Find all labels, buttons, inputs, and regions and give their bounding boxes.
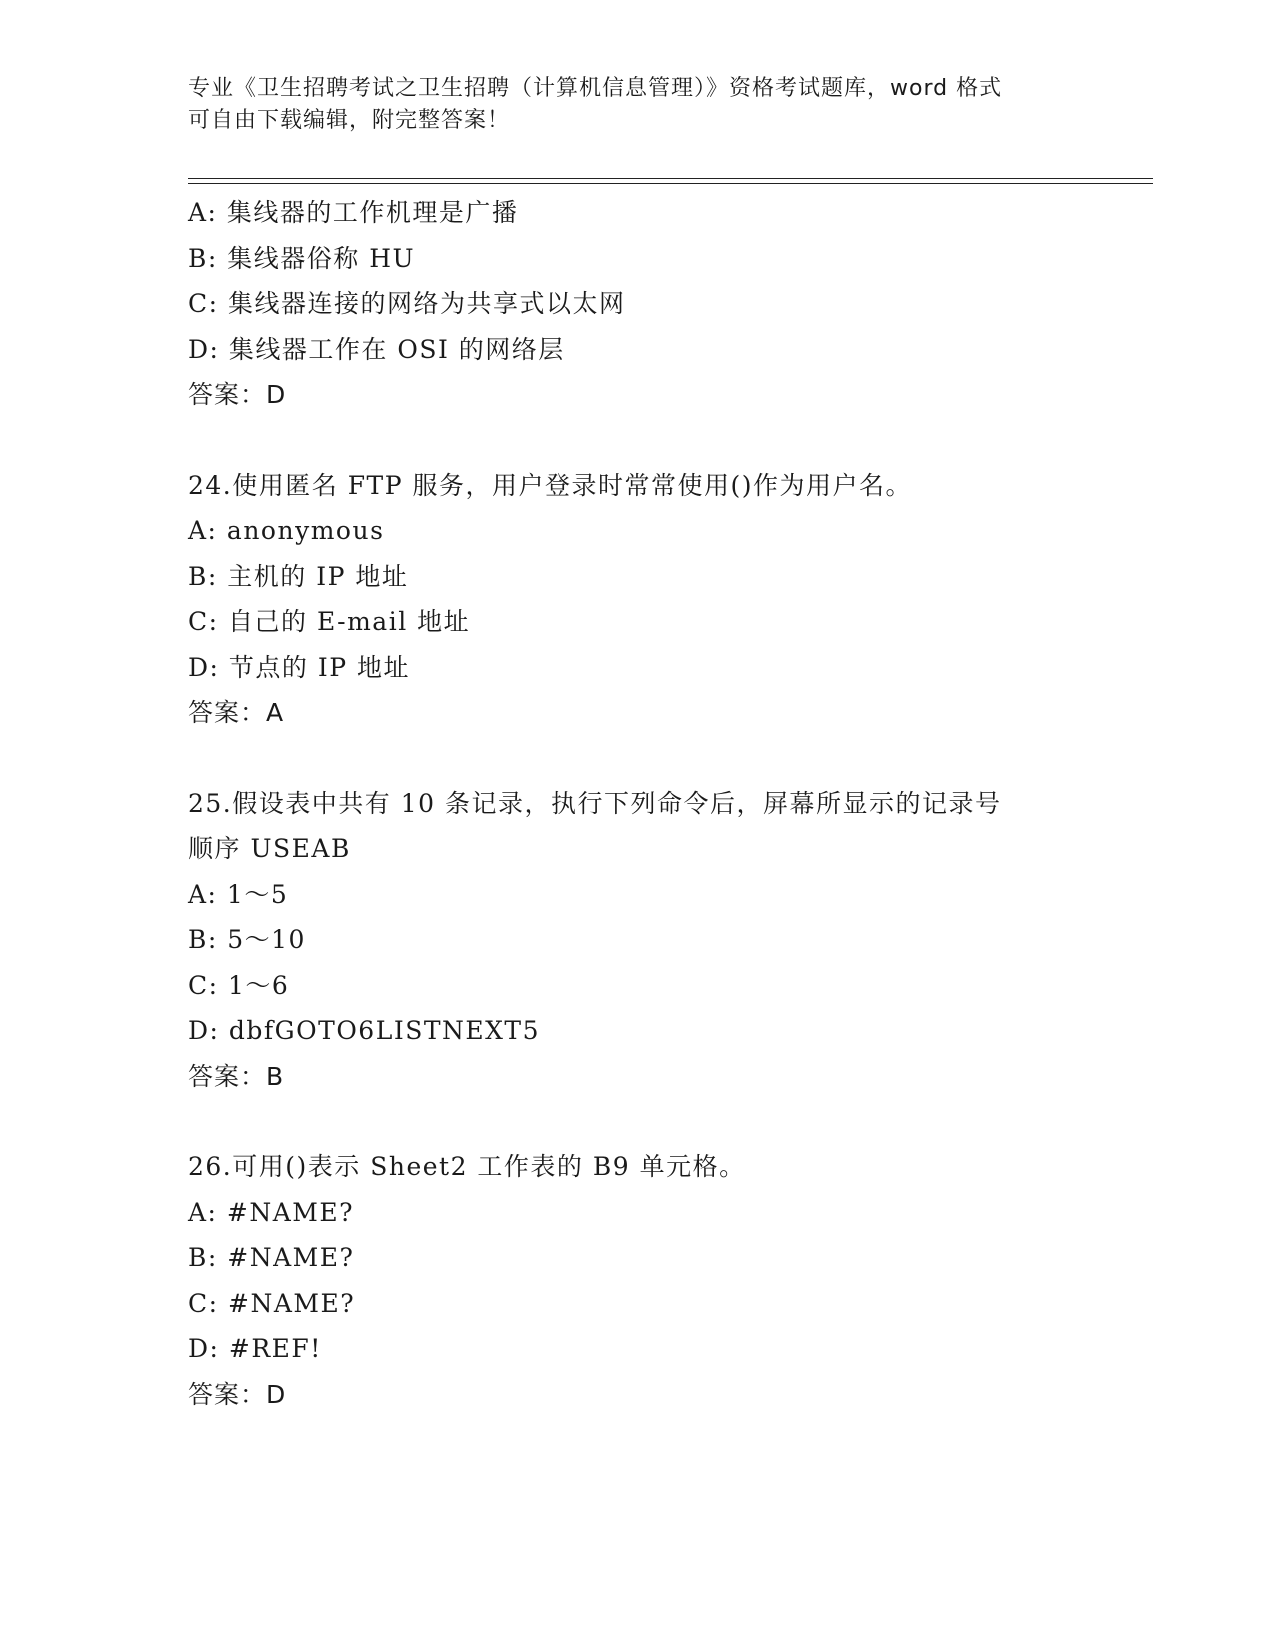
option-b: B: 集线器俗称 HU bbox=[188, 243, 416, 273]
answer: 答案：A bbox=[188, 698, 285, 727]
option-d: D: 节点的 IP 地址 bbox=[188, 652, 411, 682]
question-text: 24.使用匿名 FTP 服务，用户登录时常常使用()作为用户名。 bbox=[188, 470, 913, 500]
question-23 bbox=[188, 190, 1088, 418]
option-c: C: 集线器连接的网络为共享式以太网 bbox=[188, 289, 626, 318]
header-divider-top bbox=[188, 178, 1153, 179]
header-line-1: 专业《卫生招聘考试之卫生招聘（计算机信息管理）》资格考试题库，word 格式 bbox=[188, 76, 1003, 101]
question-list bbox=[188, 190, 1088, 1417]
header-divider-bottom bbox=[188, 183, 1153, 184]
spacer bbox=[188, 736, 1088, 781]
option-c: C: 1～6 bbox=[188, 970, 290, 1000]
answer: 答案：D bbox=[188, 1379, 287, 1409]
option-c: C: #NAME? bbox=[188, 1288, 356, 1318]
question-26 bbox=[188, 1144, 1088, 1417]
question-text-line-2: 顺序 USEAB bbox=[188, 834, 351, 863]
question-24 bbox=[188, 463, 1088, 736]
question-25 bbox=[188, 781, 1088, 1100]
spacer bbox=[188, 418, 1088, 463]
document-header bbox=[188, 73, 1088, 137]
option-b: B: #NAME? bbox=[188, 1243, 355, 1272]
spacer bbox=[188, 1099, 1088, 1144]
option-d: D: dbfGOTO6LISTNEXT5 bbox=[188, 1016, 540, 1045]
header-line-2: 可自由下载编辑，附完整答案！ bbox=[188, 108, 511, 133]
option-a: A: 1～5 bbox=[188, 879, 289, 909]
option-a: A: anonymous bbox=[188, 516, 385, 545]
option-a: A: #NAME? bbox=[188, 1197, 355, 1227]
question-text-line-1: 25.假设表中共有 10 条记录，执行下列命令后，屏幕所显示的记录号 bbox=[188, 788, 1002, 818]
option-b: B: 主机的 IP 地址 bbox=[188, 561, 409, 591]
option-b: B: 5～10 bbox=[188, 925, 306, 954]
option-a: A: 集线器的工作机理是广播 bbox=[188, 198, 519, 227]
answer: 答案：B bbox=[188, 1061, 285, 1091]
option-d: D: 集线器工作在 OSI 的网络层 bbox=[188, 334, 565, 364]
answer: 答案：D bbox=[188, 380, 287, 409]
option-c: C: 自己的 E-mail 地址 bbox=[188, 607, 471, 636]
question-text: 26.可用()表示 Sheet2 工作表的 B9 单元格。 bbox=[188, 1152, 746, 1181]
option-d: D: #REF! bbox=[188, 1334, 322, 1363]
